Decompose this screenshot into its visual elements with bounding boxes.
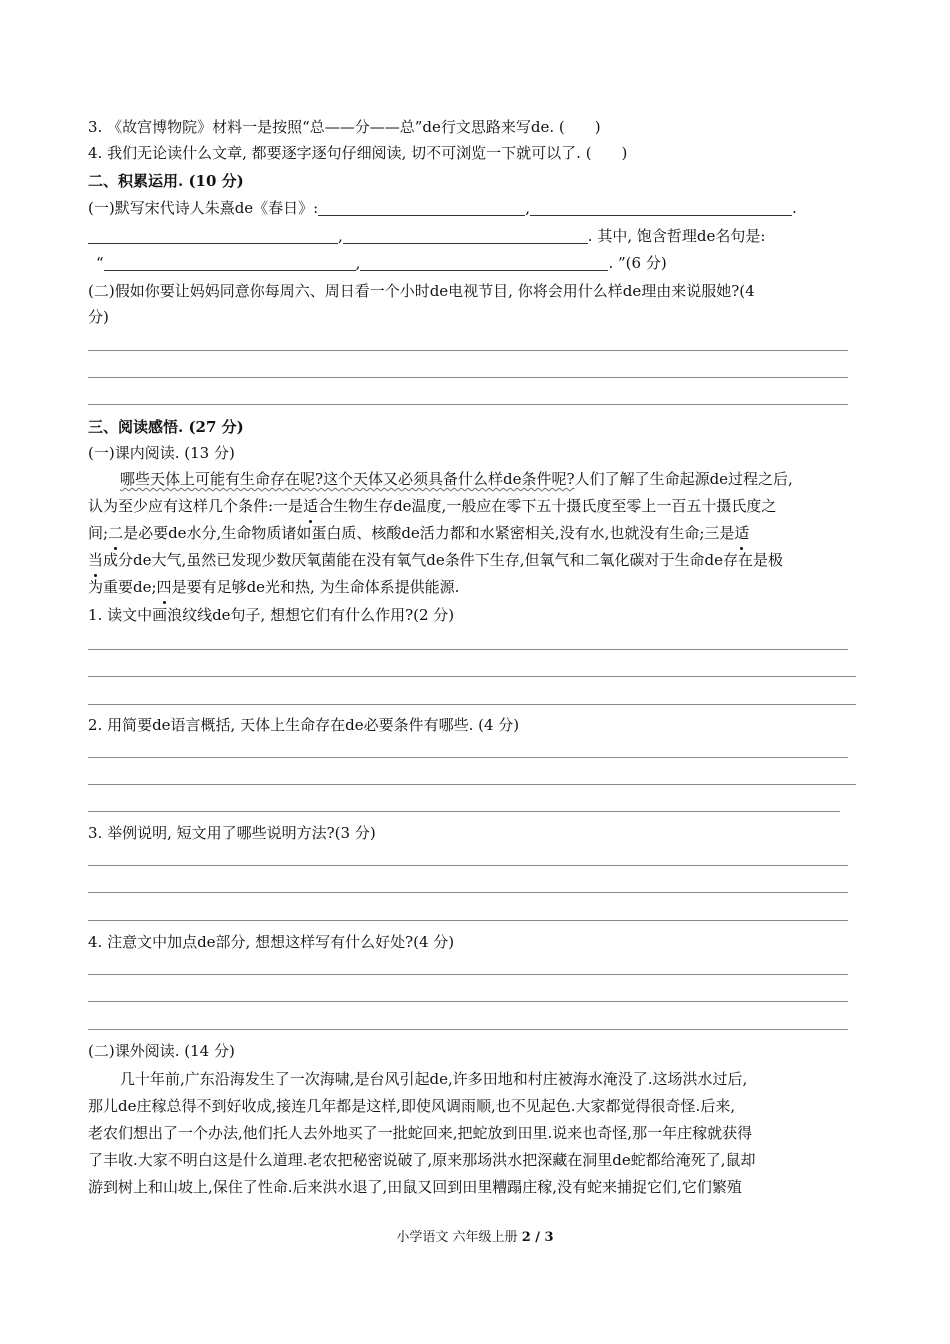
persuade-question: (二)假如你要让妈妈同意你每周六、周日看一个小时de电视节目, 你将会用什么样de理由来说服她?(4 bbox=[88, 282, 755, 300]
poem-line-2-tail: . 其中, 饱含哲理de名句是: bbox=[587, 227, 766, 245]
dotted-char: 适 bbox=[303, 493, 318, 520]
answer-line[interactable] bbox=[88, 676, 856, 677]
passage-line: 几十年前,广东沿海发生了一次海啸,是台风引起de,许多田地和村庄被海水淹没了.这场洪水过后, bbox=[120, 1070, 748, 1088]
wavy-sentence: 哪些天体上可能有生命存在呢?这个天体又必须具备什么样de条件呢? bbox=[120, 470, 575, 488]
answer-line[interactable] bbox=[88, 974, 848, 975]
reading-q4: 4. 注意文中加点de部分, 想想这样写有什么好处?(4 分) bbox=[88, 933, 455, 951]
answer-line[interactable] bbox=[88, 1001, 848, 1002]
poem-line-1: (一)默写宋代诗人朱熹de《春日》: , . bbox=[88, 199, 797, 217]
answer-line[interactable] bbox=[88, 920, 848, 921]
passage-1: 哪些天体上可能有生命存在呢?这个天体又必须具备什么样de条件呢?人们了解了生命起源de过程之后, 认为至少应有这样几个条件:一是适合生物生存de温度,一般应在零下五十摄氏度至零上一百五十摄氏度之 间;二是必要de水分,生命物质诸如蛋白质、核酸de活力都和水紧密相关,没有水,也就没有生命;三是适 当成分de大气,虽然已发现少数厌氧菌能在没有氧气de条件下生存,但氧气和二氧化碳对于生命de存在是极 为重要de;四是要有足够de光和热, 为生命体系提供能源. bbox=[88, 466, 853, 601]
answer-line[interactable] bbox=[88, 350, 848, 351]
judge-q4: 4. 我们无论读什么文章, 都要逐字逐句仔细阅读, 切不可浏览一下就可以了. ( ) bbox=[88, 144, 628, 162]
answer-blank[interactable] bbox=[104, 254, 356, 271]
dotted-char: 适 bbox=[734, 520, 749, 547]
reading-q2: 2. 用简要de语言概括, 天体上生命存在de必要条件有哪些. (4 分) bbox=[88, 716, 520, 734]
answer-blank[interactable] bbox=[343, 227, 588, 244]
judge-q3: 3. 《故宫博物院》材料一是按照“总——分——总”de行文思路来写de. ( ) bbox=[88, 118, 601, 136]
answer-line[interactable] bbox=[88, 865, 848, 866]
passage-line: 了丰收.大家不明白这是什么道理.老农把秘密说破了,原来那场洪水把深藏在洞里de蛇都给淹死了,鼠却 bbox=[88, 1151, 756, 1169]
passage-line: 游到树上和山坡上,保住了性命.后来洪水退了,田鼠又回到田里糟蹋庄稼,没有蛇来捕捉它们,它们繁殖 bbox=[88, 1178, 742, 1196]
answer-line[interactable] bbox=[88, 757, 848, 758]
reading-q1: 1. 读文中画浪纹线de句子, 想想它们有什么作用?(2 分) bbox=[88, 606, 455, 624]
poem-prefix: (一)默写宋代诗人朱熹de《春日》: bbox=[88, 199, 319, 217]
answer-line[interactable] bbox=[88, 892, 848, 893]
dotted-char: 当 bbox=[88, 547, 103, 574]
dotted-char: 二 bbox=[108, 520, 123, 547]
answer-line[interactable] bbox=[88, 404, 848, 405]
persuade-question-cont: 分) bbox=[88, 308, 109, 326]
passage-line: 那儿de庄稼总得不到好收成,接连几年都是这样,即使风调雨顺,也不见起色.大家都觉得很奇怪.后来, bbox=[88, 1097, 736, 1115]
answer-line[interactable] bbox=[88, 784, 856, 785]
answer-blank[interactable] bbox=[88, 227, 338, 244]
in-class-reading-heading: (一)课内阅读. (13 分) bbox=[88, 444, 235, 462]
page-number: 2 / 3 bbox=[521, 1230, 554, 1245]
answer-line[interactable] bbox=[88, 649, 848, 650]
poem-line-2: , . 其中, 饱含哲理de名句是: bbox=[88, 226, 765, 246]
reading-q3: 3. 举例说明, 短文用了哪些说明方法?(3 分) bbox=[88, 824, 376, 842]
answer-blank[interactable] bbox=[318, 199, 525, 216]
answer-line[interactable] bbox=[88, 1029, 848, 1030]
answer-blank[interactable] bbox=[360, 254, 608, 271]
answer-line[interactable] bbox=[88, 811, 840, 812]
passage-line: 老农们想出了一个办法,他们托人去外地买了一批蛇回来,把蛇放到田里.说来也奇怪,那一年庄稼就获得 bbox=[88, 1124, 753, 1142]
answer-line[interactable] bbox=[88, 704, 856, 705]
passage-2 bbox=[88, 1066, 853, 1201]
answer-line[interactable] bbox=[88, 377, 848, 378]
poem-line-3: “ , . ”(6 分) bbox=[96, 254, 667, 272]
section-2-heading: 二、积累运用. (10 分) bbox=[88, 172, 244, 190]
answer-blank[interactable] bbox=[530, 199, 792, 216]
section-3-heading: 三、阅读感悟. (27 分) bbox=[88, 418, 244, 436]
extracurricular-reading-heading: (二)课外阅读. (14 分) bbox=[88, 1042, 235, 1060]
dotted-char: 四 bbox=[157, 574, 172, 601]
footer-label: 小学语文 六年级上册 bbox=[396, 1230, 522, 1245]
page-footer bbox=[0, 1229, 950, 1247]
